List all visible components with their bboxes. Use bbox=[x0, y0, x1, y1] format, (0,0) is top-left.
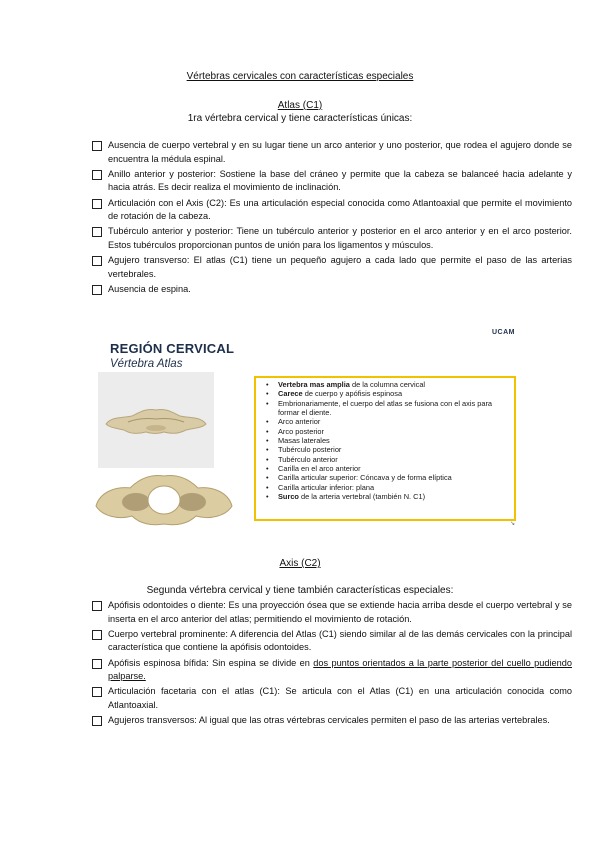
feature-item: • Embrionariamente, el cuerpo del atlas se fusiona con el axis para formar el diente. bbox=[266, 399, 514, 418]
checkbox[interactable] bbox=[92, 687, 102, 697]
checkbox[interactable] bbox=[92, 170, 102, 180]
atlas-side-photo bbox=[98, 372, 214, 468]
checklist-item: Ausencia de cuerpo vertebral y en su lugar tiene un arco anterior y uno posterior, que rodea el agujero donde se encuentra la médula espinal. bbox=[92, 139, 572, 166]
checklist-item: Agujeros transversos: Al igual que las otras vértebras cervicales permiten el paso de las arterias vertebrales. bbox=[92, 714, 572, 728]
checklist-item: Articulación facetaria con el atlas (C1): Se articula con el Atlas (C1) en una articulación conocida como Atlantoaxial. bbox=[92, 685, 572, 712]
checklist-item: Ausencia de espina. bbox=[92, 283, 572, 297]
checkbox[interactable] bbox=[92, 716, 102, 726]
feature-item: • Carilla articular superior: Cóncava y de forma elíptica bbox=[266, 473, 514, 482]
ucam-logo: UCAM bbox=[492, 329, 515, 336]
axis-checklist bbox=[92, 599, 572, 729]
checkbox[interactable] bbox=[92, 285, 102, 295]
feature-item: • Arco anterior bbox=[266, 417, 514, 426]
atlas-checklist bbox=[92, 139, 572, 298]
checklist-item: Apófisis espinosa bífida: Sin espina se divide en dos puntos orientados a la parte posterior del cuello pudiendo palparse. bbox=[92, 657, 572, 684]
atlas-features-list bbox=[256, 378, 514, 501]
atlas-subtitle: 1ra vértebra cervical y tiene características únicas: bbox=[187, 113, 413, 124]
checklist-item: Articulación con el Axis (C2): Es una articulación especial conocida como Atlantoaxial que permite el movimiento de rotación de la cabeza. bbox=[92, 197, 572, 224]
feature-item: • Carilla en el arco anterior bbox=[266, 464, 514, 473]
feature-item: • Surco de la arteria vertebral (también N. C1) bbox=[266, 492, 514, 501]
checkbox[interactable] bbox=[92, 199, 102, 209]
feature-item: • Carece de cuerpo y apófisis espinosa bbox=[266, 389, 514, 398]
checkbox[interactable] bbox=[92, 659, 102, 669]
slide-heading: REGIÓN CERVICAL bbox=[110, 341, 235, 356]
feature-item: • Masas laterales bbox=[266, 436, 514, 445]
feature-item: • Tubérculo posterior bbox=[266, 445, 514, 454]
feature-item: • Vertebra mas amplia de la columna cervical bbox=[266, 380, 514, 389]
slide-corner-mark: ↘ bbox=[510, 521, 516, 527]
checklist-item: Tubérculo anterior y posterior: Tiene un tubérculo anterior y posterior en el arco anterior y en el arco posterior. Estos tubérculos proporcionan puntos de unión para los ligamentos y músculos. bbox=[92, 225, 572, 252]
checklist-item: Cuerpo vertebral prominente: A diferencia del Atlas (C1) siendo similar al de las demás cervicales con la principal característica que contiene la apófisis odontoides. bbox=[92, 628, 572, 655]
atlas-features-box bbox=[254, 376, 516, 521]
document-title: Vértebras cervicales con características especiales bbox=[186, 71, 414, 82]
atlas-title: Atlas (C1) bbox=[277, 100, 323, 111]
axis-subtitle: Segunda vértebra cervical y tiene también características especiales: bbox=[146, 585, 454, 596]
checkbox[interactable] bbox=[92, 227, 102, 237]
checkbox[interactable] bbox=[92, 141, 102, 151]
axis-title: Axis (C2) bbox=[279, 558, 321, 569]
checklist-item: Anillo anterior y posterior: Sostiene la base del cráneo y permite que la cabeza se balanceé hacia adelante y hacia atrás. Es decir realiza el movimiento de inclinación. bbox=[92, 168, 572, 195]
feature-item: • Tubérculo anterior bbox=[266, 455, 514, 464]
checkbox[interactable] bbox=[92, 601, 102, 611]
feature-item: • Arco posterior bbox=[266, 427, 514, 436]
atlas-superior-photo bbox=[90, 466, 238, 528]
checkbox[interactable] bbox=[92, 630, 102, 640]
checklist-item: Agujero transverso: El atlas (C1) tiene un pequeño agujero a cada lado que permite el paso de las arterias vertebrales. bbox=[92, 254, 572, 281]
feature-item: • Carilla articular inferior: plana bbox=[266, 483, 514, 492]
slide-subheading: Vértebra Atlas bbox=[110, 358, 183, 370]
checklist-item: Apófisis odontoides o diente: Es una proyección ósea que se extiende hacia arriba desde el cuerpo vertebral y se inserta en el arco anterior del atlas; permitiendo el movimiento de rotación. bbox=[92, 599, 572, 626]
atlas-slide-image bbox=[90, 320, 522, 525]
checkbox[interactable] bbox=[92, 256, 102, 266]
